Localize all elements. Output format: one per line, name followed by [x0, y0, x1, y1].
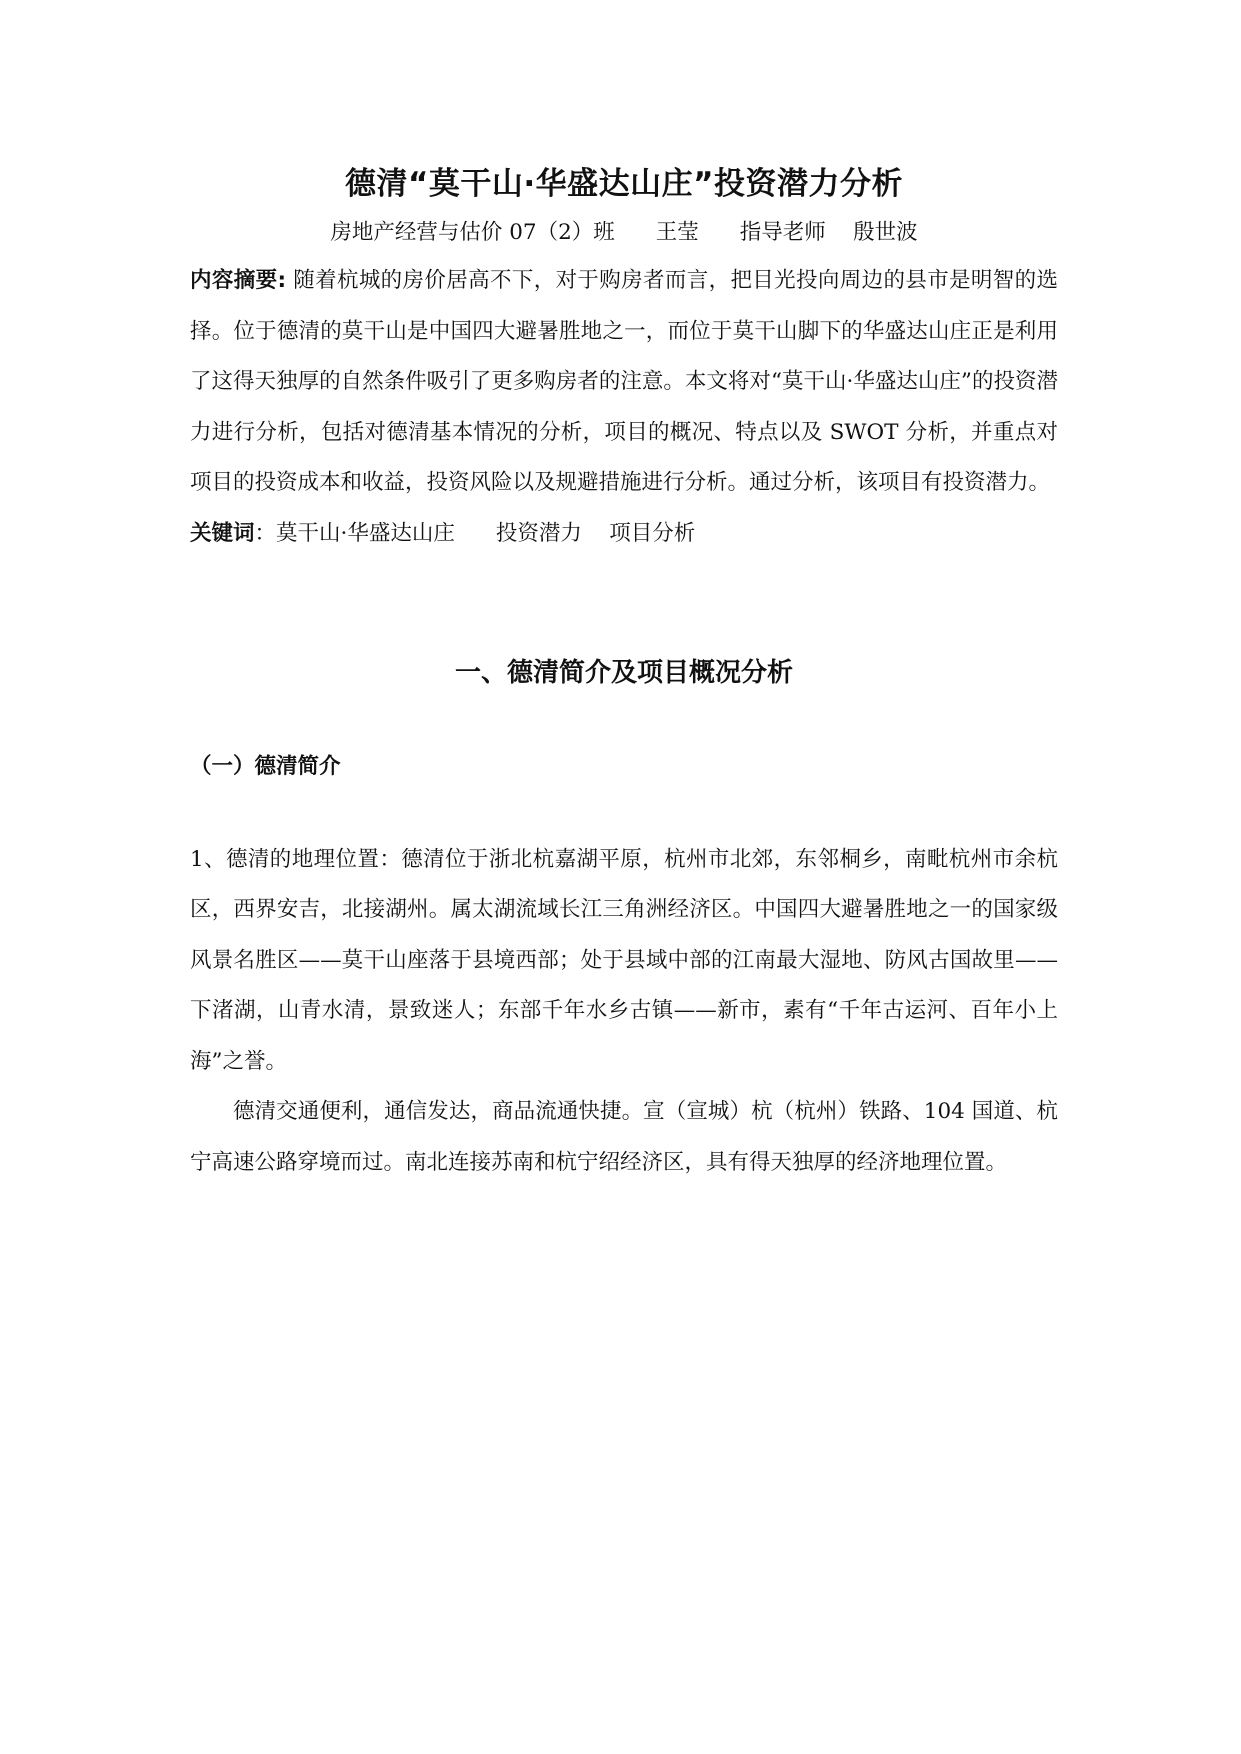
- document-body: [190, 158, 1058, 1188]
- document-title: 德清“莫干山·华盛达山庄”投资潜力分析: [344, 166, 904, 202]
- body-paragraph-transport: 德清交通便利，通信发达，商品流通快捷。宣（宣城）杭（杭州）铁路、104 国道、杭宁高速公路穿境而过。南北连接苏南和杭宁绍经济区，具有得天独厚的经济地理位置。: [190, 1099, 1058, 1175]
- keywords-label: 关键词: [190, 520, 255, 546]
- abstract-paragraph: [190, 256, 1058, 509]
- author-byline: 房地产经营与估价 07（2）班 王莹 指导老师 殷世波: [330, 220, 918, 245]
- abstract-label: 内容摘要:: [190, 268, 287, 293]
- body-paragraph-location: 1、德清的地理位置：德清位于浙北杭嘉湖平原，杭州市北郊，东邻桐乡，南毗杭州市余杭区，西界安吉，北接湖州。属太湖流域长江三角洲经济区。中国四大避暑胜地之一的国家级风景名胜区——莫干山座落于县境西部；处于县域中部的江南最大湿地、防风古国故里——下渚湖，山青水清，景致迷人；东部千年水乡古镇——新市，素有“千年古运河、百年小上海”之誉。: [190, 846, 1058, 1074]
- subsection-heading: （一）德清简介: [190, 753, 341, 779]
- keywords-line: [190, 509, 1058, 559]
- section-heading: 一、德清简介及项目概况分析: [454, 657, 793, 688]
- keywords-text: ：莫干山·华盛达山庄 投资潜力 项目分析: [254, 520, 696, 546]
- abstract-text: 随着杭城的房价居高不下，对于购房者而言，把目光投向周边的县市是明智的选择。位于德清的莫干山是中国四大避暑胜地之一，而位于莫干山脚下的华盛达山庄正是利用了这得天独厚的自然条件吸引了更多购房者的注意。本文将对“莫干山·华盛达山庄”的投资潜力进行分析，包括对德清基本情况的分析，项目的概况、特点以及 SWOT 分析，并重点对项目的投资成本和收益，投资风险以及规避措施进行分析。通过分析，该项目有投资潜力。: [190, 268, 1058, 495]
